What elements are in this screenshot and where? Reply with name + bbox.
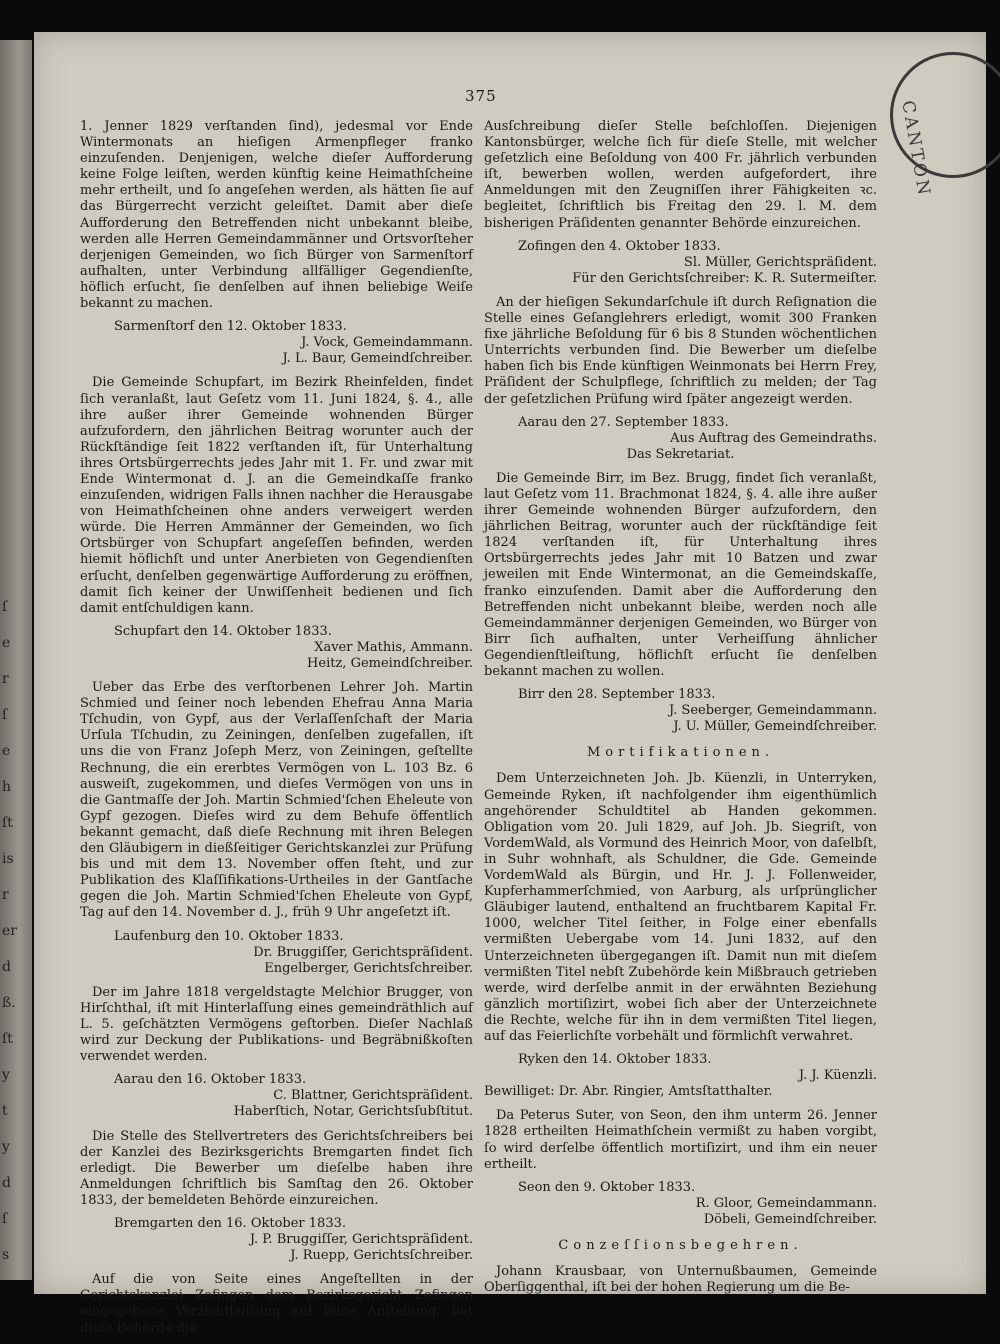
previous-page-fragment: r bbox=[2, 887, 9, 903]
previous-page-fragment: h bbox=[2, 779, 12, 795]
notice-zofingen-cont: Ausſchreibung dieſer Stelle beſchloſſen. Diejenigen Kantonsbürger, welche ſich für dieſe Stelle, mit welcher geſetzlich eine Beſoldung von 400 Fr. jährlich verbunden iſt, bewerben wollen, werden aufgefordert, ihre Anmeldungen mit den Zeugniſſen ihrer Fähigkeiten ꝛc. begleitet, ſchriftlich bis Freitag den 29. l. M. dem bisherigen Präſidenten genannter Behörde einzureichen. bbox=[484, 119, 877, 231]
notice-place-date: Zofingen den 4. Oktober 1833. bbox=[518, 238, 721, 254]
notice-zofingen-start: Auf die von Seite eines Angeſtellten in der Gerichtskanzlei Zofingen dem Bezirksgericht Zofingen eingegebene Verzichtleiſtung auf ſeine Anſtellung, hat dieſe Behörde die bbox=[80, 1272, 473, 1336]
notice-kuenzli: Dem Unterzeichneten Joh. Jb. Küenzli, in Unterryken, Gemeinde Ryken, iſt nachfolgender ihm eigenthümlich angehörender Schuldtitel ab Handen gekommen. Obligation vom 20. Juli 1829, auf Joh. Jb. Siegriſt, von VordemWald, als Vormund des Heinrich Moor, von daſelbſt, in Suhr wohnhaft, als Schuldner, die Gde. Gemeinde VordemWald als Bürgin, und Hr. J. J. Follenweider, Kupferhammerſchmied, von Aarburg, als urſprünglicher Gläubiger lautend, enthaltend an fruchtbarem Kapital Fr. 1000, welcher Titel ſeither, in Folge einer ebenfalls vermißten Uebergabe vom 14. Juni 1832, auf den Unterzeichneten übergegangen iſt. Damit nun mit dieſem vermißten Titel nebſt Zubehörde kein Mißbrauch getrieben werde, wird derſelbe anmit in der erwähnten Beziehung gänzlich mortiſizirt, wobei ſich aber der Unterzeichnete die Rechte, welche für ihn in dem vermißten Titel liegen, auf das Feierlichſte vorbehält und förmlichſt verwahret. bbox=[484, 771, 877, 1044]
page-number: 375 bbox=[465, 87, 497, 105]
section-heading-conzessionsbegehren: Conzeſſionsbegehren. bbox=[558, 1238, 803, 1253]
signature: J. Ruepp, Gerichtsſchreiber. bbox=[290, 1248, 473, 1264]
previous-page-fragment: ſt bbox=[2, 1031, 13, 1047]
signature: Engelberger, Gerichtsſchreiber. bbox=[264, 960, 473, 976]
previous-page-fragment: is bbox=[2, 851, 14, 867]
right-column bbox=[484, 119, 877, 1303]
notice-suter: Da Peterus Suter, von Seon, den ihm unterm 26. Jenner 1828 ertheilten Heimathſchein vermißt zu haben vorgibt, ſo wird derſelbe öffentlich mortiſizirt, und ihm ein neuer ertheilt. bbox=[484, 1108, 877, 1172]
signature: Xaver Mathis, Ammann. bbox=[314, 639, 473, 655]
signature: J. Vock, Gemeindammann. bbox=[301, 335, 473, 351]
previous-page-fragment: y bbox=[2, 1139, 10, 1155]
notice-krausbaar: Johann Krausbaar, von Unternußbaumen, Gemeinde Oberſiggenthal, iſt bei der hohen Regierung um die Be- bbox=[484, 1264, 877, 1296]
notice-brugger: Der im Jahre 1818 vergeldstagte Melchior Brugger, von Hirſchthal, iſt mit Hinterlaſſung eines gemeindräthlich auf L. 5. geſchätzten Vermögens geſtorben. Dieſer Nachlaß wird zur Deckung der Publikations- und Begräbnißkoſten verwendet werden. bbox=[80, 984, 473, 1065]
left-column bbox=[80, 119, 473, 1344]
previous-page-fragment: y bbox=[2, 1067, 10, 1083]
notice-birr: Die Gemeinde Birr, im Bez. Brugg, findet ſich veranlaßt, laut Geſetz vom 11. Brachmonat 1824, §. 4. alle ihre außer ihrer Gemeinde wohnenden Bürger aufzufordern, den jährlichen Beitrag, worunter auch der rückſtändige ſeit 1824 verſtanden iſt, für Unterhaltung ihres Ortsbürgerrechts jedes Jahr mit 10 Batzen und zwar jeweilen mit Ende Wintermonat, an die Gemeindskaſſe, franko einzuſenden. Damit aber die Aufforderung den Betreffenden nicht unbekannt bleibe, werden noch alle Gemeindammänner derjenigen Gemeinden, wo Bürger von Birr ſich aufhalten, unter Verheiſſung ähnlicher Gegendienſtleiſtung, höflichſt erſucht ſie denſelben bekannt machen zu wollen. bbox=[484, 470, 877, 679]
previous-page-fragment: er bbox=[2, 923, 17, 939]
signature: Haberſtich, Notar, Gerichtsſubſtitut. bbox=[233, 1104, 473, 1120]
signature: Heitz, Gemeindſchreiber. bbox=[307, 656, 473, 671]
previous-page-fragment: r bbox=[2, 671, 9, 687]
newspaper-page bbox=[34, 32, 986, 1336]
signature: Aus Auftrag des Gemeindraths. bbox=[670, 430, 877, 446]
notice-place-date: Birr den 28. September 1833. bbox=[518, 687, 716, 703]
notice-place-date: Aarau den 16. Oktober 1833. bbox=[114, 1072, 307, 1088]
previous-page-fragment: e bbox=[2, 743, 11, 759]
notice-sekundarschule: An der hieſigen Sekundarſchule iſt durch Reſignation die Stelle eines Geſanglehrers erledigt, womit 300 Franken fixe jährliche Beſoldung für 6 bis 8 Stunden wöchentlichen Unterrichts verbunden ſind. Die Bewerber um dieſelbe haben ſich bis Ende künftigen Weinmonats bei Herrn Frey, Präſident der Schulpflege, ſchriftlich zu melden; der Tag der geſetzlichen Prüfung wird ſpäter angezeigt werden. bbox=[484, 294, 877, 407]
notice-schupfart: Die Gemeinde Schupfart, im Bezirk Rheinfelden, findet ſich veranlaßt, laut Geſetz vom 11. Juni 1824, §. 4., alle ihre außer ihrer Gemeinde wohnenden Bürger aufzufordern, den jährlichen Beitrag worunter auch der Rückſtändige ſeit 1822 verſtanden iſt, für Unterhaltung ihres Ortsbürgerrechts jedes Jahr mit 1. Fr. und zwar mit Ende Wintermonat d. J. an die Gemeindkaſſe franko einzuſenden, widrigen Falls ihnen nachher die Herausgabe von Heimathſcheinen ohne anders verweigert werden würde. Die Herren Ammänner der Gemeinden, wo ſich Ortsbürger von Schupfart angeſeſſen befinden, werden hiemit höflichſt und unter Anerbieten von Gegendienſten erſucht, denſelben gegenwärtige Aufforderung zu eröffnen, damit ſich keiner der Unwiſſenheit bedienen und ſich damit entſchuldigen kann. bbox=[80, 375, 473, 616]
stamp-text: CANTON bbox=[897, 99, 935, 200]
notice-sarmenstorf: 1. Jenner 1829 verſtanden ſind), jedesmal vor Ende Wintermonats an hieſigen Armenpfleger franko einzuſenden. Denjenigen, welche dieſer Aufforderung keine Folge leiſten, werden künftig keine Heimathſcheine mehr ertheilt, und ſo angeſehen werden, als hätten ſie auf das Bürgerrecht verzicht geleiſtet. Damit aber dieſe Aufforderung den Betreffenden nicht unbekannt bleibe, werden alle Herren Gemeindammänner und Ortsvorſteher derjenigen Gemeinden, wo ſich Bürger von Sarmenſtorf aufhalten, unter Verbindung allfälliger Gegendienſte, höflich erſucht, ſie denſelben auf ihnen beliebige Weiſe bekannt zu machen. bbox=[80, 119, 473, 312]
previous-page-fragment: t bbox=[2, 1103, 8, 1119]
signature: C. Blattner, Gerichtspräſident. bbox=[273, 1088, 473, 1104]
notice-bremgarten: Die Stelle des Stellvertreters des Gerichtsſchreibers bei der Kanzlei des Bezirksgerichts Bremgarten findet ſich erledigt. Die Bewerber um dieſelbe haben ihre Anmeldungen ſchriftlich bis Samſtag den 26. Oktober 1833, der bemeldeten Behörde einzureichen. bbox=[80, 1128, 473, 1208]
notice-place-date: Sarmenſtorf den 12. Oktober 1833. bbox=[114, 319, 347, 335]
library-stamp bbox=[890, 52, 1000, 200]
notice-place-date: Laufenburg den 10. Oktober 1833. bbox=[114, 928, 344, 944]
previous-page-fragment: e bbox=[2, 635, 11, 651]
section-heading-mortifikationen: Mortifikationen. bbox=[586, 745, 775, 761]
signature: Für den Gerichtsſchreiber: K. R. Sutermeiſter. bbox=[572, 270, 877, 286]
previous-page-edge bbox=[0, 40, 32, 1280]
signature: J. P. Bruggiſſer, Gerichtspräſident. bbox=[249, 1232, 473, 1248]
notice-place-date: Bremgarten den 16. Oktober 1833. bbox=[114, 1216, 346, 1231]
signature: J. U. Müller, Gemeindſchreiber. bbox=[673, 719, 877, 735]
signature: Das Sekretariat. bbox=[626, 446, 735, 462]
previous-page-fragment: d bbox=[2, 1175, 11, 1191]
signature: Döbeli, Gemeindſchreiber. bbox=[703, 1211, 877, 1227]
previous-page-fragment: d bbox=[2, 959, 11, 975]
previous-page-fragment: ſ bbox=[2, 599, 8, 615]
previous-page-fragment: ſ bbox=[2, 1211, 8, 1227]
signature: J. L. Baur, Gemeindſchreiber. bbox=[282, 351, 473, 367]
previous-page-fragment: ſ bbox=[2, 707, 8, 723]
signature: J. Seeberger, Gemeindammann. bbox=[668, 703, 877, 719]
signature: R. Gloor, Gemeindammann. bbox=[695, 1195, 877, 1211]
notice-place-date: Ryken den 14. Oktober 1833. bbox=[518, 1052, 712, 1068]
notice-laufenburg: Ueber das Erbe des verſtorbenen Lehrer Joh. Martin Schmied und ſeiner noch lebenden Ehefrau Anna Maria Tſchudin, von Gypf, aus der Verlaſſenſchaft der Maria Urſula Tſchudin, zu Zeiningen, denſelben zugefallen, iſt uns die von Franz Joſeph Merz, von Zeiningen, geſtellte Rechnung, die ein ererbtes Vermögen von L. 103 Bz. 6 ausweiſt, zugekommen, und dieſes Vermögen von uns in die Gantmaſſe der Joh. Martin Schmied'ſchen Eheleute von Gypf gezogen. Dieſes wird zu dem Behufe öffentlich bekannt gemacht, daß dieſe Rechnung mit ihren Belegen den Gläubigern in dießſeitiger Gerichtskanzlei zur Prüfung bis und mit dem 13. November offen ſteht, und zur Publikation des Klaſſifikations-Urtheiles in der Gantſache gegen die Joh. Martin Schmied'ſchen Eheleute von Gypf, Tag auf den 14. November d. J., früh 9 Uhr angeſetzt iſt. bbox=[80, 680, 473, 921]
notice-place-date: Seon den 9. Oktober 1833. bbox=[518, 1179, 696, 1195]
signature: Sl. Müller, Gerichtspräſident. bbox=[683, 254, 877, 270]
previous-page-fragment: ſt bbox=[2, 815, 13, 831]
notice-place-date: Schupfart den 14. Oktober 1833. bbox=[114, 623, 332, 639]
signature: Dr. Bruggiſſer, Gerichtspräſident. bbox=[253, 944, 473, 960]
notice-place-date: Aarau den 27. September 1833. bbox=[518, 414, 729, 430]
previous-page-fragment: s bbox=[2, 1247, 10, 1263]
signature: J. J. Küenzli. bbox=[798, 1068, 877, 1084]
approval-line: Bewilliget: Dr. Abr. Ringier, Amtsſtatthalter. bbox=[484, 1084, 773, 1100]
previous-page-fragment: ß. bbox=[2, 995, 16, 1011]
